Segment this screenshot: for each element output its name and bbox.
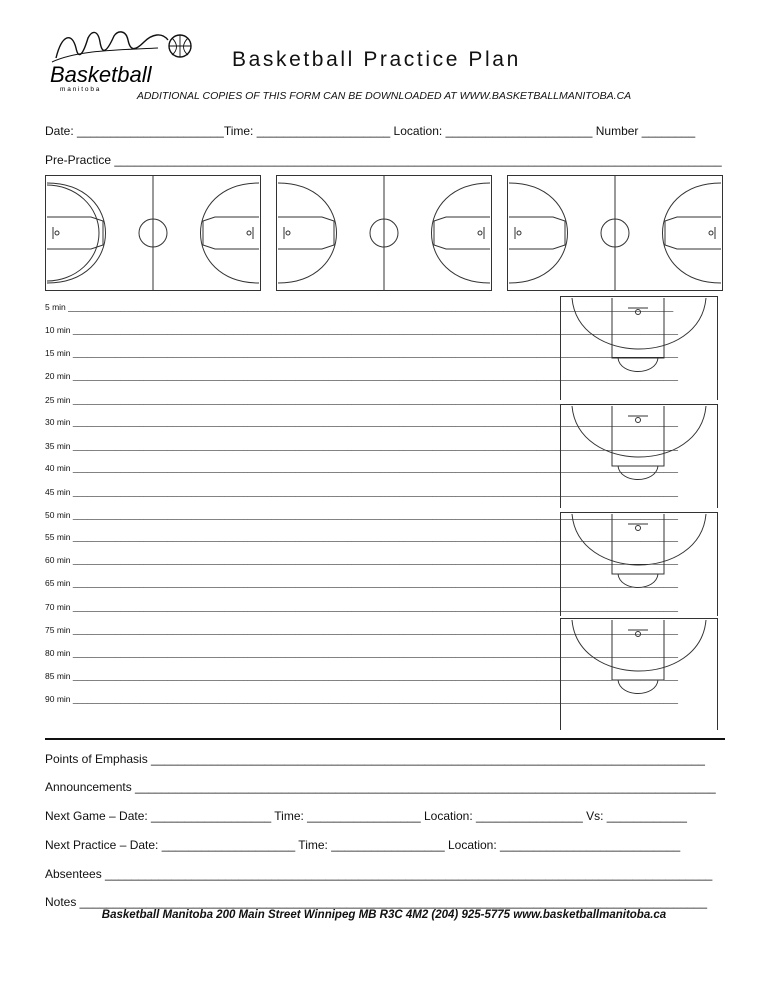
time-row-label: 60 min <box>45 555 71 565</box>
time-row-blank[interactable]: ________________________________________________________________________________________________________________________________ <box>72 648 678 658</box>
section-divider <box>45 738 725 740</box>
time-row[interactable] <box>45 441 678 451</box>
time-row[interactable] <box>45 694 678 704</box>
time-row-blank[interactable]: ________________________________________________________________________________________________________________________________ <box>68 302 674 312</box>
time-row[interactable] <box>45 417 678 427</box>
full-court-diagram-3[interactable] <box>507 175 723 291</box>
footer-contact: Basketball Manitoba 200 Main Street Winnipeg MB R3C 4M2 (204) 925-5775 www.basketballmanitoba.ca <box>101 909 667 921</box>
time-row-blank[interactable]: ________________________________________________________________________________________________________________________________ <box>72 555 678 565</box>
time-row-label: 80 min <box>45 648 71 658</box>
time-row[interactable] <box>45 671 678 681</box>
time-row-blank[interactable]: ________________________________________________________________________________________________________________________________ <box>72 532 678 542</box>
time-row-label: 50 min <box>45 510 71 520</box>
time-row-blank[interactable]: ________________________________________________________________________________________________________________________________ <box>72 602 678 612</box>
time-row[interactable] <box>45 625 678 635</box>
time-row[interactable] <box>45 487 678 497</box>
time-row[interactable] <box>45 578 678 588</box>
time-row-label: 30 min <box>45 417 71 427</box>
time-row-blank[interactable]: ________________________________________________________________________________________________________________________________ <box>72 417 678 427</box>
points-of-emphasis-line[interactable]: Points of Emphasis ___________________________________________________________________________________ <box>45 752 705 766</box>
time-row-blank[interactable]: ________________________________________________________________________________________________________________________________ <box>72 578 678 588</box>
logo-graphic <box>48 28 208 92</box>
time-row-label: 55 min <box>45 532 71 542</box>
download-note: ADDITIONAL COPIES OF THIS FORM CAN BE DOWNLOADED AT WWW.BASKETBALLMANITOBA.CA <box>136 90 632 102</box>
time-row-label: 20 min <box>45 371 71 381</box>
time-row[interactable] <box>45 371 678 381</box>
pre-practice-line[interactable]: Pre-Practice ___________________________________________________________________________________________ <box>45 153 722 167</box>
time-row[interactable] <box>45 602 678 612</box>
time-row-blank[interactable]: ________________________________________________________________________________________________________________________________ <box>72 671 678 681</box>
time-row-blank[interactable]: ________________________________________________________________________________________________________________________________ <box>72 371 678 381</box>
date-time-location-line[interactable]: Date: ______________________Time: ____________________ Location: ______________________ Number ________ <box>45 124 696 138</box>
announcements-line[interactable]: Announcements _______________________________________________________________________________________ <box>45 780 716 794</box>
next-game-line[interactable]: Next Game – Date: __________________ Time: _________________ Location: ________________ Vs: ____________ <box>45 809 687 823</box>
time-row-blank[interactable]: ________________________________________________________________________________________________________________________________ <box>72 325 678 335</box>
next-practice-line[interactable]: Next Practice – Date: ____________________ Time: _________________ Location: ___________________________ <box>45 838 681 852</box>
time-row-blank[interactable]: ________________________________________________________________________________________________________________________________ <box>72 487 678 497</box>
half-court-diagram-1[interactable] <box>560 296 718 400</box>
time-row-label: 10 min <box>45 325 71 335</box>
time-row-label: 40 min <box>45 463 71 473</box>
time-row-blank[interactable]: ________________________________________________________________________________________________________________________________ <box>72 694 678 704</box>
time-row[interactable] <box>45 555 678 565</box>
full-court-diagram-2[interactable] <box>276 175 492 291</box>
time-row-label: 90 min <box>45 694 71 704</box>
time-row[interactable] <box>45 325 678 335</box>
time-row-blank[interactable]: ________________________________________________________________________________________________________________________________ <box>72 348 678 358</box>
time-row-label: 65 min <box>45 578 71 588</box>
basketball-manitoba-logo <box>48 28 208 92</box>
notes-line[interactable]: Notes ______________________________________________________________________________________________ <box>45 895 708 909</box>
time-row[interactable] <box>45 532 678 542</box>
time-row-blank[interactable]: ________________________________________________________________________________________________________________________________ <box>72 441 678 451</box>
time-row-label: 75 min <box>45 625 71 635</box>
logo-wordmark: Basketball <box>50 62 152 87</box>
time-row-label: 5 min <box>45 302 66 312</box>
time-row-label: 85 min <box>45 671 71 681</box>
half-court-diagram-3[interactable] <box>560 512 718 616</box>
time-row[interactable] <box>45 463 678 473</box>
logo-subtext: m a n i t o b a <box>60 86 100 93</box>
time-row[interactable] <box>45 648 678 658</box>
time-row-blank[interactable]: ________________________________________________________________________________________________________________________________ <box>72 395 678 405</box>
time-row-blank[interactable]: ________________________________________________________________________________________________________________________________ <box>72 510 678 520</box>
half-court-diagram-2[interactable] <box>560 404 718 508</box>
time-row-label: 35 min <box>45 441 71 451</box>
time-row[interactable] <box>45 395 678 405</box>
full-court-diagram-1[interactable] <box>45 175 261 291</box>
time-row-label: 25 min <box>45 395 71 405</box>
half-court-diagram-4[interactable] <box>560 618 718 730</box>
time-row[interactable] <box>45 348 678 358</box>
time-row-label: 70 min <box>45 602 71 612</box>
time-row-blank[interactable]: ________________________________________________________________________________________________________________________________ <box>72 463 678 473</box>
time-row[interactable] <box>45 302 674 312</box>
time-row-blank[interactable]: ________________________________________________________________________________________________________________________________ <box>72 625 678 635</box>
page-title: Basketball Practice Plan <box>232 48 521 71</box>
time-row[interactable] <box>45 510 678 520</box>
time-row-label: 15 min <box>45 348 71 358</box>
time-row-label: 45 min <box>45 487 71 497</box>
absentees-line[interactable]: Absentees ___________________________________________________________________________________________ <box>45 867 713 881</box>
